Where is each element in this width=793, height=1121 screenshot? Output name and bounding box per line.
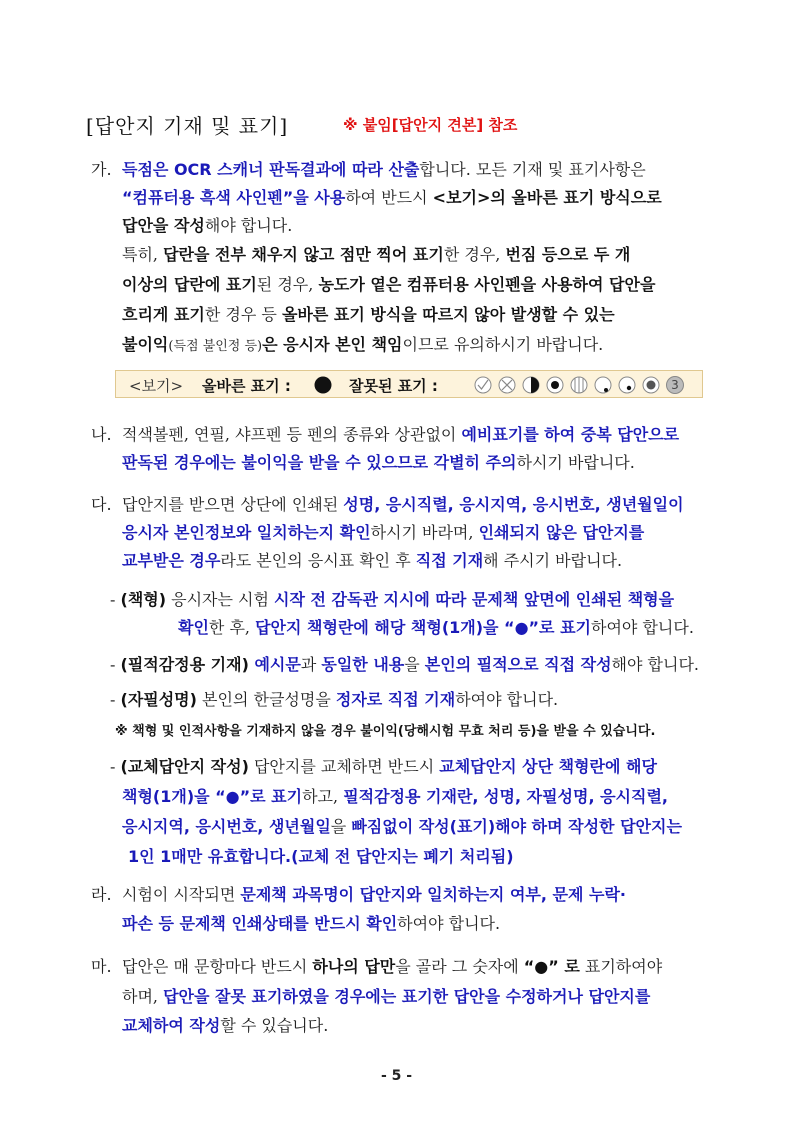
paragraph-ga-line-3 (122, 216, 292, 236)
correct-marking-label: 올바른 표기 : (202, 377, 291, 395)
emphasis-text: 문제책 과목명이 답안지와 일치하는지 여부, 문제 누락· (240, 885, 626, 904)
wrong-marking-label: 잘못된 표기 : (349, 377, 438, 395)
paragraph-ga-line-7 (122, 335, 603, 357)
body-text: 해야 합니다. (204, 216, 293, 235)
emphasis-text: 예시문 (248, 655, 301, 674)
paragraph-ga-line-2 (122, 188, 662, 208)
paragraph-na-line-2 (122, 453, 635, 473)
emphasis-text: 답란을 전부 채우지 않고 점만 찍어 표기 (163, 245, 444, 264)
marking-example-box (115, 370, 703, 398)
emphasis-text: 교부받은 경우 (122, 551, 221, 570)
emphasis-text: 예비표기를 하여 중복 답안으로 (461, 425, 680, 444)
subitem-signature-line (110, 690, 558, 710)
emphasis-text: 득점은 OCR 스캐너 판독결과에 따라 산출 (122, 160, 420, 179)
body-text: 이므로 유의하시기 바랍니다. (402, 335, 604, 354)
body-text: 특히, (122, 245, 164, 264)
paragraph-da-line-1 (122, 495, 684, 515)
paragraph-ga-line-1 (122, 160, 646, 180)
subitem-handwriting-line (110, 655, 699, 675)
emphasis-text: 응시자 본인정보와 일치하는지 확인 (122, 523, 371, 542)
emphasis-text: 직접 기재 (415, 551, 484, 570)
emphasis-text: 본인의 필적으로 직접 작성 (424, 655, 612, 674)
body-text: 하여야 합니다. (591, 618, 694, 637)
paragraph-ra-line-2 (122, 914, 500, 934)
emphasis-text: 답안지 책형란에 해당 책형(1개)을 “●”로 표기 (255, 618, 591, 637)
emphasis-text: 답안을 잘못 표기하였을 경우에는 표기한 답안을 수정하거나 답안지를 (163, 987, 651, 1006)
paragraph-da-line-3 (122, 551, 622, 571)
subitem-replacement-line-4 (128, 847, 514, 867)
example-label: <보기> (129, 377, 184, 395)
body-text: 해 주시기 바랍니다. (483, 551, 623, 570)
body-text: 하고, (302, 787, 344, 806)
emphasis-text: 성명, 응시직렬, 응시지역, 응시번호, 생년월일이 (343, 495, 684, 514)
bubble-numeral: 3 (671, 378, 679, 392)
emphasis-text: 책형(1개)을 “●”로 표기 (122, 787, 303, 806)
emphasis-text: “컴퓨터용 흑색 사인펜”을 사용 (122, 188, 346, 207)
emphasis-text: <보기>의 올바른 표기 방식으로 (432, 188, 662, 207)
body-text: 해야 합니다. (611, 655, 699, 674)
paragraph-ra-line-1 (122, 885, 626, 905)
body-text: 하여 반드시 (345, 188, 433, 207)
body-text: 답안은 매 문항마다 반드시 (122, 957, 313, 976)
emphasis-text: 이상의 답란에 표기 (122, 275, 257, 294)
body-text: 하시기 바랍니다. (516, 453, 635, 472)
emphasis-text: 하나의 답만 (312, 957, 396, 976)
emphasis-text: 확인 (178, 618, 209, 637)
paragraph-ma-line-3 (122, 1016, 328, 1036)
body-text: 하여야 합니다. (397, 914, 501, 933)
body-text: 하시기 바라며, (370, 523, 479, 542)
body-text: 답안지를 받으면 상단에 인쇄된 (122, 495, 344, 514)
filled-bubble-icon (313, 376, 333, 396)
subitem-replacement-line-2 (122, 787, 668, 807)
body-text: 라도 본인의 응시표 확인 후 (220, 551, 416, 570)
body-text: 할 수 있습니다. (220, 1016, 329, 1035)
dash-marker: - (110, 757, 116, 776)
emphasis-text: 빠짐없이 작성(표기)해야 하며 작성한 답안지는 (351, 817, 682, 836)
body-text: 하여야 합니다. (455, 690, 559, 709)
paragraph-na-line-1 (122, 425, 679, 445)
body-text: 한 경우, (443, 245, 506, 264)
wrong-bubbles-icon (472, 374, 702, 396)
subitem-booklet-type-line-2 (178, 618, 694, 638)
body-text: 된 경우, (256, 275, 319, 294)
body-text: (득점 불인정 등) (168, 339, 263, 354)
body-text: 합니다. 모든 기재 및 표기사항은 (419, 160, 646, 179)
item-label-ga: 가. (91, 160, 112, 179)
emphasis-text: 인쇄되지 않은 답안지를 (478, 523, 645, 542)
body-text: 적색볼펜, 연필, 샤프펜 등 펜의 종류와 상관없이 (122, 425, 462, 444)
emphasis-text: 불이익 (122, 335, 169, 354)
emphasis-text: 농도가 옅은 컴퓨터용 사인펜을 사용하여 답안을 (318, 275, 656, 294)
paragraph-ma-line-2 (122, 987, 650, 1007)
dash-marker: - (110, 690, 116, 709)
emphasis-text: 은 응시자 본인 책임 (262, 335, 403, 354)
dash-marker: - (110, 655, 116, 674)
emphasis-text: 판독된 경우에는 불이익을 받을 수 있으므로 각별히 주의 (122, 453, 517, 472)
subitem-tag: (책형) (120, 590, 167, 609)
emphasis-text: 번짐 등으로 두 개 (505, 245, 631, 264)
emphasis-text: 올바른 표기 방식을 따르지 않아 발생할 수 있는 (281, 305, 615, 324)
paragraph-ga-line-5 (122, 275, 655, 295)
subitem-replacement-line-1 (110, 757, 657, 777)
body-text: 하며, (122, 987, 164, 1006)
body-text: 응시자는 시험 (166, 590, 275, 609)
paragraph-ga-line-6 (122, 305, 615, 325)
emphasis-text: 시작 전 감독관 지시에 따라 문제책 앞면에 인쇄된 책형을 (274, 590, 675, 609)
emphasis-text: 필적감정용 기재란, 성명, 자필성명, 응시직렬, (343, 787, 668, 806)
paragraph-da-line-2 (122, 523, 644, 543)
section-heading: [답안지 기재 및 표기] (86, 114, 289, 138)
body-text: 시험이 시작되면 (122, 885, 241, 904)
body-text: 한 후, (208, 618, 256, 637)
dash-marker: - (110, 590, 116, 609)
emphasis-text: 답안을 작성 (122, 216, 205, 235)
emphasis-text: 흐리게 표기 (122, 305, 205, 324)
item-label-na: 나. (91, 425, 112, 444)
paragraph-ma-line-1 (122, 957, 662, 977)
emphasis-text: 1인 1매만 유효합니다.(교체 전 답안지는 폐기 처리됨) (128, 847, 514, 866)
item-label-ma: 마. (91, 957, 112, 976)
subitem-replacement-line-3 (122, 817, 682, 837)
subitem-tag: (교체답안지 작성) (120, 757, 249, 776)
body-text: 표기하여야 (579, 957, 663, 976)
body-text: 을 (330, 817, 352, 836)
emphasis-text: 교체하여 작성 (122, 1016, 221, 1035)
attachment-reference: ※ 붙임[답안지 견본] 참조 (343, 116, 518, 134)
emphasis-text: 파손 등 문제책 인쇄상태를 반드시 확인 (122, 914, 398, 933)
subitem-booklet-type-line-1 (110, 590, 674, 610)
paragraph-ga-line-4 (122, 245, 630, 265)
body-text: 본인의 한글성명을 (196, 690, 336, 709)
emphasis-text: 응시지역, 응시번호, 생년월일 (122, 817, 331, 836)
emphasis-text: 정자로 직접 기재 (335, 690, 456, 709)
emphasis-text: “●” 로 (523, 957, 580, 976)
item-label-da: 다. (91, 495, 112, 514)
emphasis-text: 동일한 내용 (321, 655, 405, 674)
body-text: 한 경우 등 (204, 305, 282, 324)
subitem-tag: (필적감정용 기재) (120, 655, 249, 674)
body-text: 을 (404, 655, 425, 674)
body-text: 과 (300, 655, 322, 674)
body-text: 을 골라 그 숫자에 (395, 957, 524, 976)
subitem-tag: (자필성명) (120, 690, 197, 709)
item-label-ra: 라. (91, 885, 112, 904)
emphasis-text: 교체답안지 상단 책형란에 해당 (439, 757, 657, 776)
page-number: - 5 - (380, 1068, 413, 1084)
warning-note: ※ 책형 및 인적사항을 기재하지 않을 경우 불이익(당해시험 무효 처리 등)을 받을 수 있습니다. (115, 724, 656, 739)
body-text: 답안지를 교체하면 반드시 (248, 757, 440, 776)
